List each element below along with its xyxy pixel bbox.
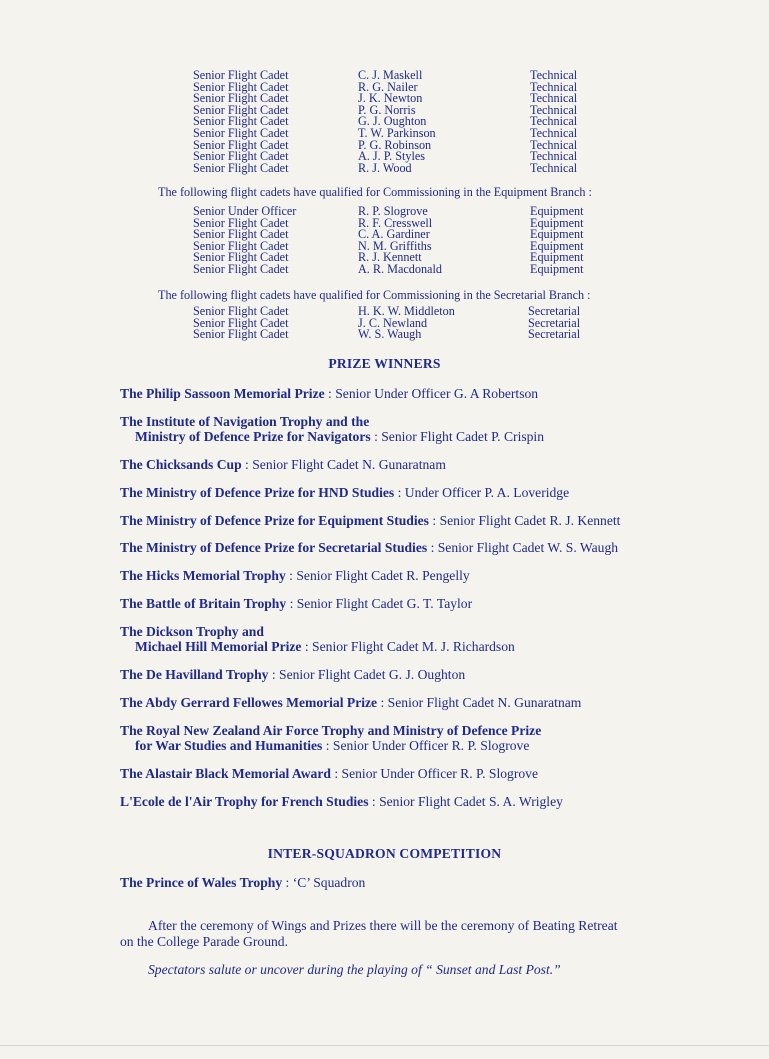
prize-entry-line <box>120 723 760 739</box>
prize-entry <box>120 568 760 584</box>
prize-separator: : <box>282 875 293 890</box>
prize-separator: : <box>301 639 313 655</box>
prize-entry-line <box>120 596 760 612</box>
cadet-name: W. S. Waugh <box>358 327 422 342</box>
cadet-branch: Secretarial <box>528 315 581 330</box>
cadet-branch: Technical <box>530 114 578 129</box>
prize-title: The Prince of Wales Trophy <box>120 875 283 890</box>
cadet-name: P. G. Robinson <box>358 137 432 152</box>
cadet-branch: Equipment <box>530 238 584 253</box>
prize-entry <box>120 695 760 711</box>
prize-text <box>120 429 544 444</box>
prize-entry <box>120 766 760 782</box>
prize-title: The Hicks Memorial Trophy <box>120 568 286 584</box>
secretarial-branch-intro: The following flight cadets have qualified for Commissioning in the Secretarial Branch : <box>158 288 591 302</box>
prize-title-line-1: The Dickson Trophy and <box>120 623 264 639</box>
prize-entry <box>120 794 760 810</box>
competition-list <box>120 875 760 891</box>
prize-entry-line <box>120 624 760 640</box>
prize-title: The De Havilland Trophy <box>120 667 269 683</box>
cadet-name: P. G. Norris <box>358 102 416 117</box>
cadet-name: J. C. Newland <box>358 315 428 330</box>
prize-text <box>120 667 465 682</box>
prize-entry-line <box>120 794 760 810</box>
cadet-branch: Technical <box>530 125 578 140</box>
prize-winner: Senior Under Officer G. A Robertson <box>335 386 539 401</box>
prize-text <box>120 794 563 809</box>
prize-title: Michael Hill Memorial Prize <box>135 639 302 655</box>
cadet-branch: Technical <box>530 102 578 117</box>
prize-winner: Senior Flight Cadet N. Gunaratnam <box>252 457 446 473</box>
cadet-branch: Technical <box>530 79 578 94</box>
equipment-cadets-list <box>0 206 769 276</box>
prize-entry <box>120 540 760 556</box>
prize-winner: Senior Flight Cadet R. Pengelly <box>296 568 470 584</box>
prize-winner: ‘C’ Squadron <box>292 875 366 890</box>
cadet-row <box>0 261 769 276</box>
prize-separator: : <box>394 484 405 500</box>
prize-title-line-1: The Institute of Navigation Trophy and the <box>120 413 370 429</box>
cadet-name: A. R. Macdonald <box>358 261 442 276</box>
equipment-branch-intro: The following flight cadets have qualified for Commissioning in the Equipment Branch : <box>158 185 592 199</box>
prize-text <box>120 596 472 611</box>
prize-title: The Battle of Britain Trophy <box>120 596 287 612</box>
cadet-rank: Senior Flight Cadet <box>193 227 289 242</box>
prize-text <box>120 540 618 555</box>
closing-paragraph <box>120 918 720 950</box>
prize-title: for War Studies and Humanities <box>135 738 323 754</box>
cadet-rank: Senior Under Officer <box>193 204 297 218</box>
prize-title: The Chicksands Cup <box>120 457 242 473</box>
cadet-branch: Technical <box>530 149 578 164</box>
prize-list <box>120 386 760 822</box>
cadet-rank: Senior Flight Cadet <box>193 250 289 265</box>
prize-separator: : <box>241 457 253 473</box>
cadet-name: C. J. Maskell <box>358 68 423 82</box>
prize-entry <box>120 667 760 683</box>
prize-winner: Senior Flight Cadet R. J. Kennett <box>439 512 621 528</box>
prize-winner: Senior Under Officer R. P. Slogrove <box>341 766 538 782</box>
prize-entry <box>120 386 760 402</box>
prize-title: L'Ecole de l'Air Trophy for French Studies <box>120 793 369 809</box>
prize-text <box>120 738 529 753</box>
cadet-rank: Senior Flight Cadet <box>193 91 289 106</box>
cadet-branch: Equipment <box>530 250 584 265</box>
prize-title: The Abdy Gerrard Fellowes Memorial Prize <box>120 694 378 710</box>
prize-winner: Senior Flight Cadet P. Crispin <box>381 429 545 445</box>
prize-entry-line <box>120 429 760 445</box>
prize-entry-line <box>120 568 760 584</box>
prize-text <box>120 695 581 710</box>
cadet-branch: Technical <box>530 137 578 152</box>
prize-entry <box>120 485 760 501</box>
cadet-rank: Senior Flight Cadet <box>193 149 289 164</box>
prize-winner: Under Officer P. A. Loveridge <box>404 484 570 500</box>
prize-entry <box>120 596 760 612</box>
prize-entry-line <box>120 667 760 683</box>
prize-winner: Senior Flight Cadet N. Gunaratnam <box>387 694 582 710</box>
prize-separator: : <box>428 512 440 528</box>
cadet-rank: Senior Flight Cadet <box>193 304 289 318</box>
cadet-name: T. W. Parkinson <box>358 125 436 140</box>
prize-title: The Alastair Black Memorial Award <box>120 766 331 782</box>
prize-entry-line <box>120 414 760 430</box>
prize-title: The Ministry of Defence Prize for HND Studies <box>120 484 395 500</box>
cadet-row <box>0 160 769 175</box>
prize-title: Ministry of Defence Prize for Navigators <box>135 429 371 445</box>
cadet-branch: Technical <box>530 91 578 106</box>
prize-entry-line <box>120 540 760 556</box>
cadet-rank: Senior Flight Cadet <box>193 79 289 94</box>
prize-separator: : <box>427 540 438 556</box>
cadet-name: G. J. Oughton <box>358 114 427 129</box>
inter-squadron-heading: INTER-SQUADRON COMPETITION <box>267 846 502 861</box>
cadet-rank: Senior Flight Cadet <box>193 102 289 117</box>
spectators-note: Spectators salute or uncover during the playing of “ Sunset and Last Post.” <box>148 962 561 977</box>
cadet-rank: Senior Flight Cadet <box>193 215 289 230</box>
prize-entry-line <box>120 513 760 529</box>
cadet-rank: Senior Flight Cadet <box>193 68 289 82</box>
cadet-name: N. M. Griffiths <box>358 238 432 253</box>
cadet-name: R. J. Wood <box>358 160 412 175</box>
cadet-row <box>0 329 769 341</box>
cadet-branch: Equipment <box>530 215 584 230</box>
cadet-name: C. A. Gardiner <box>358 227 430 242</box>
prize-text <box>120 386 538 401</box>
prize-winner: Senior Flight Cadet G. J. Oughton <box>279 667 466 683</box>
prize-entry-line <box>120 766 760 782</box>
prize-title: The Ministry of Defence Prize for Secretarial Studies <box>120 540 428 556</box>
prize-separator: : <box>368 793 380 809</box>
prize-entry <box>120 457 760 473</box>
cadet-rank: Senior Flight Cadet <box>193 327 289 342</box>
prize-winner: Senior Flight Cadet G. T. Taylor <box>296 596 473 612</box>
secretarial-cadets-list <box>0 306 769 341</box>
prize-separator: : <box>370 429 382 445</box>
cadet-name: R. G. Nailer <box>358 79 418 94</box>
competition-prize <box>120 875 760 891</box>
prize-separator: : <box>330 766 342 782</box>
cadet-branch: Technical <box>530 68 578 82</box>
cadet-name: R. J. Kennett <box>358 250 422 265</box>
prize-text <box>120 457 446 472</box>
cadet-rank: Senior Flight Cadet <box>193 160 289 175</box>
prize-entry-line <box>120 695 760 711</box>
prize-separator: : <box>268 667 280 683</box>
prize-winners-heading: PRIZE WINNERS <box>328 356 441 371</box>
cadet-name: R. P. Slogrove <box>358 204 428 218</box>
prize-separator: : <box>285 568 297 584</box>
page-edge-line <box>0 1045 769 1046</box>
prize-title-line-1: The Royal New Zealand Air Force Trophy and Ministry of Defence Prize <box>120 722 542 738</box>
prize-separator: : <box>324 386 336 401</box>
prize-entry-line <box>120 485 760 501</box>
cadet-rank: Senior Flight Cadet <box>193 238 289 253</box>
cadet-branch: Equipment <box>530 204 584 218</box>
prize-title: The Philip Sassoon Memorial Prize <box>120 386 325 401</box>
prize-entry-line <box>120 738 760 754</box>
prize-separator: : <box>377 694 388 710</box>
prize-entry <box>120 414 760 445</box>
cadet-rank: Senior Flight Cadet <box>193 137 289 152</box>
prize-winner: Senior Flight Cadet S. A. Wrigley <box>379 793 563 809</box>
prize-winner: Senior Flight Cadet M. J. Richardson <box>312 639 515 655</box>
cadet-branch: Equipment <box>530 261 584 276</box>
cadet-name: J. K. Newton <box>358 91 423 106</box>
cadet-name: R. F. Cresswell <box>358 215 433 230</box>
prize-entry-line <box>120 639 760 655</box>
cadet-name: A. J. P. Styles <box>358 149 426 164</box>
prize-entry-line <box>120 457 760 473</box>
prize-winner: Senior Under Officer R. P. Slogrove <box>332 738 530 754</box>
prize-entry <box>120 723 760 754</box>
cadet-branch: Technical <box>530 160 578 175</box>
closing-line-2: on the College Parade Ground. <box>120 934 288 949</box>
technical-cadets-list <box>0 70 769 174</box>
prize-entry <box>120 624 760 655</box>
prize-text <box>120 485 569 500</box>
prize-text <box>120 766 538 781</box>
cadet-name: H. K. W. Middleton <box>358 304 455 318</box>
closing-line-1: After the ceremony of Wings and Prizes there will be the ceremony of Beating Retreat <box>148 918 618 933</box>
cadet-rank: Senior Flight Cadet <box>193 261 289 276</box>
prize-text <box>120 568 470 583</box>
prize-title: The Ministry of Defence Prize for Equipment Studies <box>120 512 429 528</box>
cadet-branch: Equipment <box>530 227 584 242</box>
prize-entry-line <box>120 386 760 402</box>
cadet-rank: Senior Flight Cadet <box>193 315 289 330</box>
cadet-branch: Secretarial <box>528 304 581 318</box>
cadet-rank: Senior Flight Cadet <box>193 114 289 129</box>
prize-text <box>120 639 515 654</box>
cadet-rank: Senior Flight Cadet <box>193 125 289 140</box>
prize-separator: : <box>286 596 297 612</box>
prize-winner: Senior Flight Cadet W. S. Waugh <box>437 540 619 556</box>
prize-separator: : <box>322 738 333 754</box>
prize-text <box>120 513 620 528</box>
prize-entry <box>120 513 760 529</box>
cadet-branch: Secretarial <box>528 327 581 342</box>
